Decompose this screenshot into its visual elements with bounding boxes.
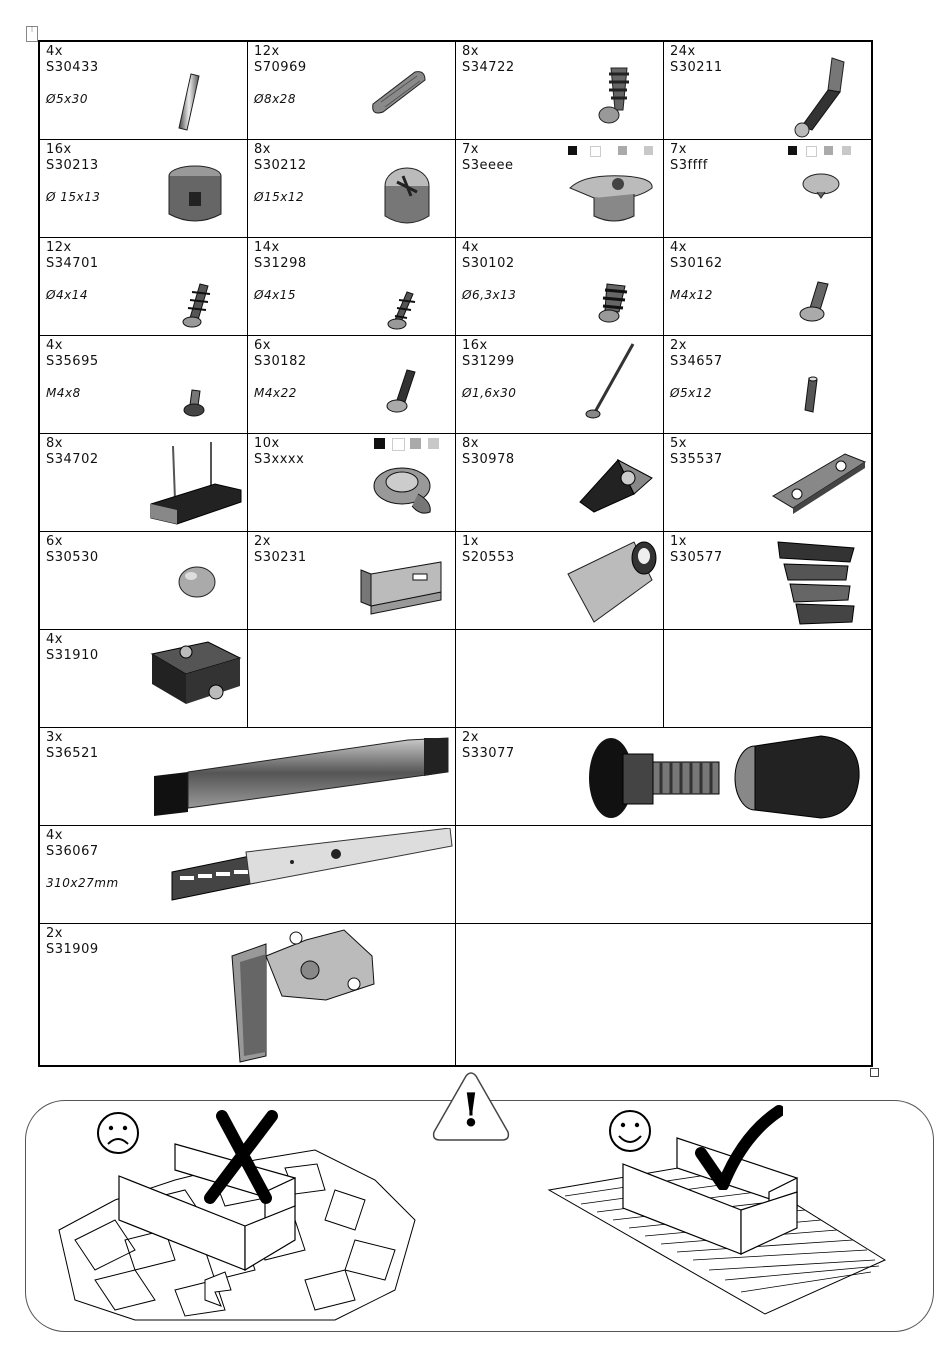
warning-exclamation: ! xyxy=(460,1083,482,1137)
part-cell xyxy=(40,532,248,630)
empty-cell xyxy=(456,826,871,924)
part-quantity: 8x xyxy=(462,436,479,451)
part-code: S31909 xyxy=(46,942,99,957)
part-code: S30102 xyxy=(462,256,515,271)
part-quantity: 2x xyxy=(670,338,687,353)
short-bolt-icon xyxy=(180,386,210,421)
part-code: S30162 xyxy=(670,256,723,271)
part-cell xyxy=(40,140,248,238)
part-cell xyxy=(664,532,871,630)
check-mark-icon xyxy=(695,1105,783,1190)
part-code: S3xxxx xyxy=(254,452,305,467)
part-code: S30211 xyxy=(670,60,723,75)
handle-icon xyxy=(148,732,453,822)
color-swatch xyxy=(842,146,851,155)
bolt-icon xyxy=(796,276,841,326)
part-dimension: Ø8x28 xyxy=(254,92,296,106)
corner-block-icon xyxy=(574,450,659,520)
part-code: S33077 xyxy=(462,746,515,761)
part-cell xyxy=(40,826,456,924)
part-quantity: 7x xyxy=(670,142,687,157)
part-cell xyxy=(664,238,871,336)
part-dimension: Ø5x12 xyxy=(670,386,712,400)
cam-cover-icon xyxy=(564,166,659,228)
part-quantity: 1x xyxy=(462,534,479,549)
color-swatch xyxy=(568,146,577,155)
part-quantity: 4x xyxy=(46,632,63,647)
part-code: S31910 xyxy=(46,648,99,663)
part-quantity: 4x xyxy=(46,828,63,843)
wedge-stack-icon xyxy=(774,536,869,628)
color-swatch xyxy=(392,438,405,451)
glue-tube-icon xyxy=(564,534,662,626)
screw-icon xyxy=(383,288,423,333)
part-dimension: Ø6,3x13 xyxy=(462,288,517,302)
part-cell xyxy=(40,728,456,826)
angle-bracket-icon xyxy=(353,560,448,620)
part-cell xyxy=(456,728,871,826)
part-quantity: 10x xyxy=(254,436,280,451)
euro-screw-icon xyxy=(591,276,636,326)
part-code: S35695 xyxy=(46,354,99,369)
page-anchor-mark: ⁝ xyxy=(26,26,38,42)
part-quantity: 6x xyxy=(46,534,63,549)
part-quantity: 2x xyxy=(46,926,63,941)
part-quantity: 4x xyxy=(46,44,63,59)
part-code: S31299 xyxy=(462,354,515,369)
part-code: S34657 xyxy=(670,354,723,369)
part-quantity: 16x xyxy=(462,338,488,353)
part-code: S36067 xyxy=(46,844,99,859)
adjustable-foot-icon xyxy=(571,730,869,824)
part-dimension: Ø4x14 xyxy=(46,288,88,302)
part-code: S30577 xyxy=(670,550,723,565)
part-cell xyxy=(248,42,456,140)
color-swatch xyxy=(374,438,385,449)
color-swatch xyxy=(410,438,421,449)
part-code: S30182 xyxy=(254,354,307,369)
part-cell xyxy=(456,42,664,140)
part-cell xyxy=(40,42,248,140)
color-swatch xyxy=(644,146,653,155)
part-cell xyxy=(664,434,871,532)
part-code: S34701 xyxy=(46,256,99,271)
part-quantity: 14x xyxy=(254,240,280,255)
cam-lock-icon xyxy=(373,162,433,232)
part-cell xyxy=(456,238,664,336)
color-swatch xyxy=(824,146,833,155)
sleeve-icon xyxy=(799,374,824,419)
screw-icon xyxy=(180,280,220,330)
part-quantity: 8x xyxy=(46,436,63,451)
color-swatch xyxy=(618,146,627,155)
part-cell xyxy=(456,434,664,532)
parts-grid xyxy=(38,40,873,1067)
nail-icon xyxy=(581,340,641,425)
part-quantity: 8x xyxy=(462,44,479,59)
part-dimension: M4x22 xyxy=(254,386,297,400)
bolt-icon xyxy=(383,366,423,416)
cap-icon xyxy=(799,170,844,200)
connector-bolt-icon xyxy=(782,52,862,140)
screw-cap-icon xyxy=(368,458,443,520)
part-dimension: Ø5x30 xyxy=(46,92,88,106)
part-dimension: Ø 15x13 xyxy=(46,190,101,204)
part-quantity: 4x xyxy=(46,338,63,353)
part-cell xyxy=(456,336,664,434)
color-swatch xyxy=(806,146,817,157)
part-dimension: Ø15x12 xyxy=(254,190,305,204)
part-cell xyxy=(40,434,248,532)
part-quantity: 1x xyxy=(670,534,687,549)
part-code: S30530 xyxy=(46,550,99,565)
color-swatch xyxy=(590,146,601,157)
part-cell xyxy=(40,238,248,336)
color-swatch xyxy=(428,438,439,449)
glide-pad-icon xyxy=(145,438,245,530)
part-quantity: 7x xyxy=(462,142,479,157)
part-cell xyxy=(40,630,248,728)
part-quantity: 12x xyxy=(46,240,72,255)
part-cell xyxy=(248,336,456,434)
part-quantity: 12x xyxy=(254,44,280,59)
empty-cell xyxy=(456,924,871,1065)
part-cell xyxy=(456,140,664,238)
part-cell xyxy=(456,532,664,630)
part-code: S30433 xyxy=(46,60,99,75)
screw-anchor-icon xyxy=(591,60,641,130)
part-code: S30213 xyxy=(46,158,99,173)
part-dimension: M4x12 xyxy=(670,288,713,302)
empty-cell xyxy=(248,630,456,728)
part-quantity: 3x xyxy=(46,730,63,745)
part-code: S30212 xyxy=(254,158,307,173)
part-cell xyxy=(248,140,456,238)
wooden-dowel-icon xyxy=(363,64,433,119)
part-cell xyxy=(40,924,456,1065)
part-cell xyxy=(40,336,248,434)
part-cell xyxy=(248,238,456,336)
part-code: S30231 xyxy=(254,550,307,565)
part-cell xyxy=(248,434,456,532)
part-cell xyxy=(664,140,871,238)
part-quantity: 16x xyxy=(46,142,72,157)
drawer-slide-icon xyxy=(170,828,454,904)
page-end-mark xyxy=(870,1068,879,1077)
part-quantity: 2x xyxy=(254,534,271,549)
part-cell xyxy=(664,42,871,140)
hinge-plate-icon xyxy=(146,634,246,724)
part-code: S31298 xyxy=(254,256,307,271)
part-quantity: 24x xyxy=(670,44,696,59)
dowel-pin-icon xyxy=(175,70,205,135)
part-code: S70969 xyxy=(254,60,307,75)
part-quantity: 6x xyxy=(254,338,271,353)
cross-mark-icon xyxy=(200,1110,280,1205)
part-dimension: M4x8 xyxy=(46,386,81,400)
bumper-icon xyxy=(175,562,220,602)
cam-lock-icon xyxy=(165,162,225,232)
part-dimension: Ø4x15 xyxy=(254,288,296,302)
part-cell xyxy=(664,336,871,434)
part-code: S35537 xyxy=(670,452,723,467)
part-quantity: 8x xyxy=(254,142,271,157)
cabinet-hinge-icon xyxy=(226,926,381,1064)
part-code: S30978 xyxy=(462,452,515,467)
empty-cell xyxy=(664,630,871,728)
part-dimension: 310x27mm xyxy=(46,876,119,890)
part-code: S34702 xyxy=(46,452,99,467)
part-quantity: 4x xyxy=(670,240,687,255)
part-dimension: Ø1,6x30 xyxy=(462,386,517,400)
part-quantity: 5x xyxy=(670,436,687,451)
part-quantity: 4x xyxy=(462,240,479,255)
part-code: S3ffff xyxy=(670,158,708,173)
empty-cell xyxy=(456,630,664,728)
part-code: S36521 xyxy=(46,746,99,761)
part-cell xyxy=(248,532,456,630)
part-code: S3eeee xyxy=(462,158,514,173)
part-code: S34722 xyxy=(462,60,515,75)
part-code: S20553 xyxy=(462,550,515,565)
metal-plate-icon xyxy=(769,446,869,516)
color-swatch xyxy=(788,146,797,155)
part-quantity: 2x xyxy=(462,730,479,745)
